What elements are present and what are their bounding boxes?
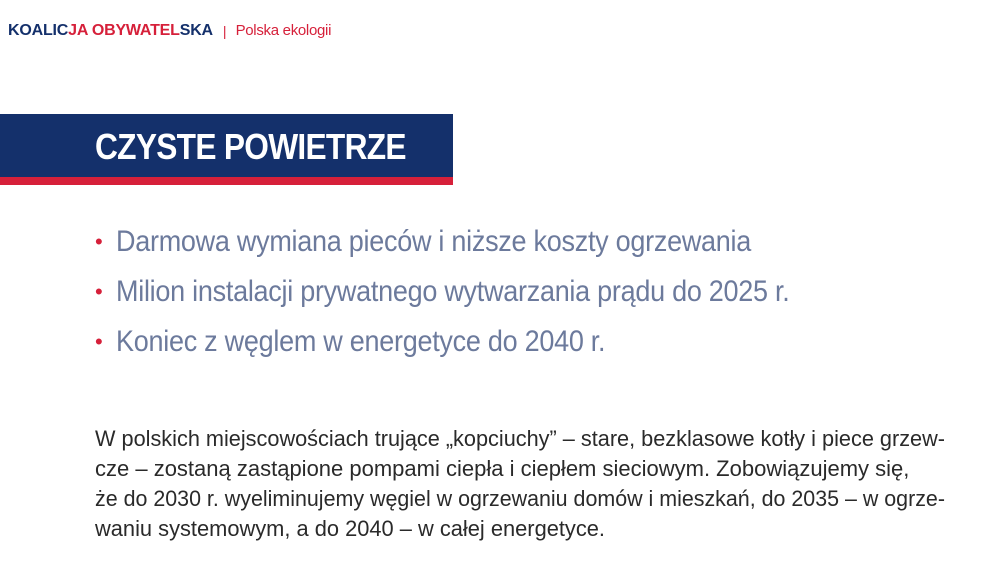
paragraph-line	[95, 424, 945, 454]
logo-part-3: SKA	[179, 22, 213, 39]
bullet-item	[95, 267, 864, 317]
bullet-text: Milion instalacji prywatnego wytwarzania prądu do 2025 r.	[116, 275, 790, 308]
bullet-marker: •	[95, 229, 103, 254]
bullet-list	[95, 217, 864, 367]
title-stripe	[0, 177, 453, 185]
page-title: CZYSTE POWIETRZE	[95, 126, 406, 167]
paragraph-line-text: cze – zostaną zastąpione pompami ciepła i ciepłem sieciowym. Zobowiązujemy się,	[95, 456, 910, 481]
paragraph-line	[95, 484, 945, 514]
header-divider: |	[222, 23, 227, 39]
paragraph-line-text: że do 2030 r. wyeliminujemy węgiel w ogrzewaniu domów i mieszkań, do 2035 – w ogrze-	[95, 486, 945, 511]
party-logo	[8, 20, 213, 42]
bullet-text: Koniec z węglem w energetyce do 2040 r.	[116, 325, 606, 358]
paragraph-line	[95, 514, 945, 544]
body-paragraph	[95, 424, 945, 544]
bullet-marker: •	[95, 279, 103, 304]
paragraph-line	[95, 454, 945, 484]
logo-part-2: JA OBYWATEL	[68, 22, 180, 39]
header-subtitle: Polska ekologii	[235, 22, 332, 39]
bullet-text: Darmowa wymiana pieców i niższe koszty ogrzewania	[116, 225, 752, 258]
paragraph-line-text: W polskich miejscowościach trujące „kopciuchy” – stare, bezklasowe kotły i piece grzew-	[95, 426, 945, 451]
paragraph-line-text: waniu systemowym, a do 2040 – w całej energetyce.	[95, 516, 606, 541]
header	[8, 20, 331, 42]
bullet-item	[95, 317, 864, 367]
logo-part-1: KOALIC	[8, 22, 69, 39]
bullet-item	[95, 217, 864, 267]
bullet-marker: •	[95, 329, 103, 354]
